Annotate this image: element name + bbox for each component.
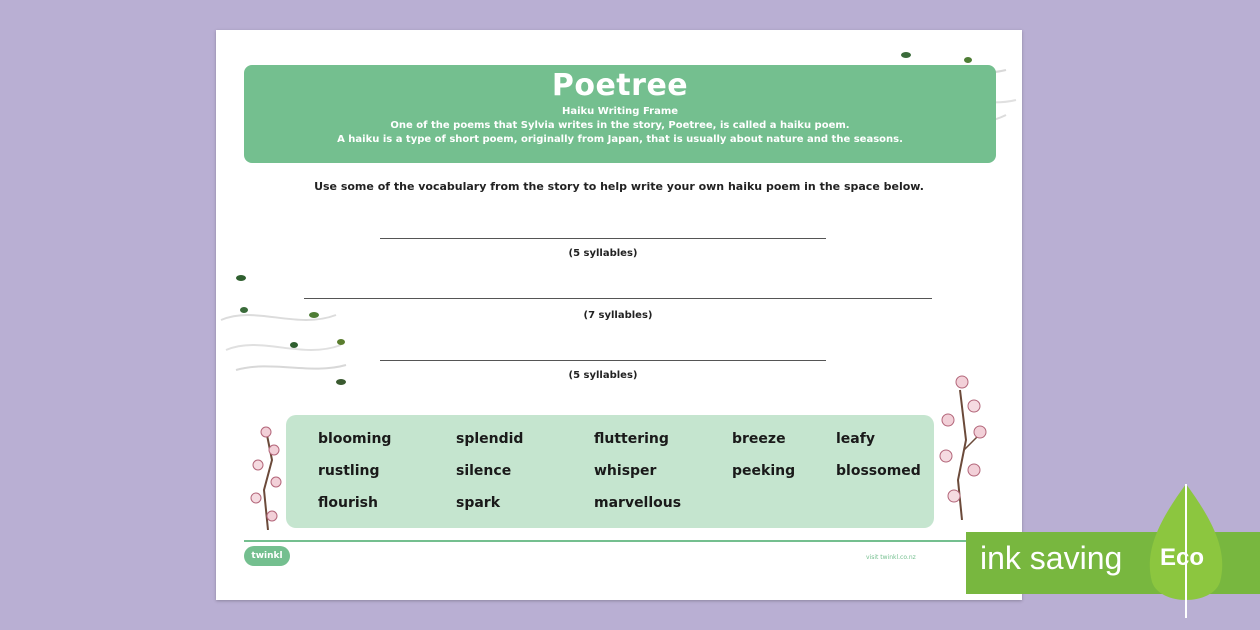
vocab-word: spark: [456, 495, 501, 511]
eco-label: Eco: [1160, 544, 1205, 571]
vocab-word: rustling: [318, 463, 380, 479]
worksheet-page: [216, 30, 1022, 600]
intro-text-line-2: A haiku is a type of short poem, originally from Japan, that is usually about nature and the seasons.: [337, 134, 903, 145]
wind-leaves-decoration-left: [216, 260, 356, 390]
writing-line-3[interactable]: [380, 360, 826, 361]
vocab-word: marvellous: [594, 495, 682, 511]
footer-url: visit twinkl.co.nz: [866, 554, 916, 561]
syllable-label-2: (7 syllables): [583, 310, 653, 321]
writing-line-2[interactable]: [304, 298, 932, 299]
intro-text-line-1: One of the poems that Sylvia writes in the story, Poetree, is called a haiku poem.: [390, 120, 850, 131]
vocab-word: whisper: [594, 463, 657, 479]
vocab-word: leafy: [836, 431, 875, 447]
vocab-word: fluttering: [594, 431, 669, 447]
header-banner: [244, 65, 996, 163]
vocab-word: flourish: [318, 495, 378, 511]
instruction-text: Use some of the vocabulary from the story to help write your own haiku poem in the space below.: [314, 180, 924, 193]
syllable-label-3: (5 syllables): [568, 370, 638, 381]
writing-line-1[interactable]: [380, 238, 826, 239]
cherry-blossom-decoration-right: [934, 370, 990, 520]
twinkl-logo: twinkl: [244, 546, 290, 566]
vocab-word: silence: [456, 463, 512, 479]
page-subtitle: Haiku Writing Frame: [561, 106, 679, 117]
footer-divider: [244, 540, 996, 542]
vocab-word: splendid: [456, 431, 524, 447]
vocabulary-box: [286, 415, 934, 528]
page-title: Poetree: [551, 68, 689, 103]
vocab-word: blooming: [318, 431, 392, 447]
cherry-blossom-decoration-left: [244, 420, 292, 530]
ink-saving-text: ink saving: [980, 540, 1123, 576]
syllable-label-1: (5 syllables): [568, 248, 638, 259]
vocab-word: breeze: [732, 431, 786, 447]
vocab-word: peeking: [732, 463, 796, 479]
vocab-word: blossomed: [836, 463, 921, 479]
